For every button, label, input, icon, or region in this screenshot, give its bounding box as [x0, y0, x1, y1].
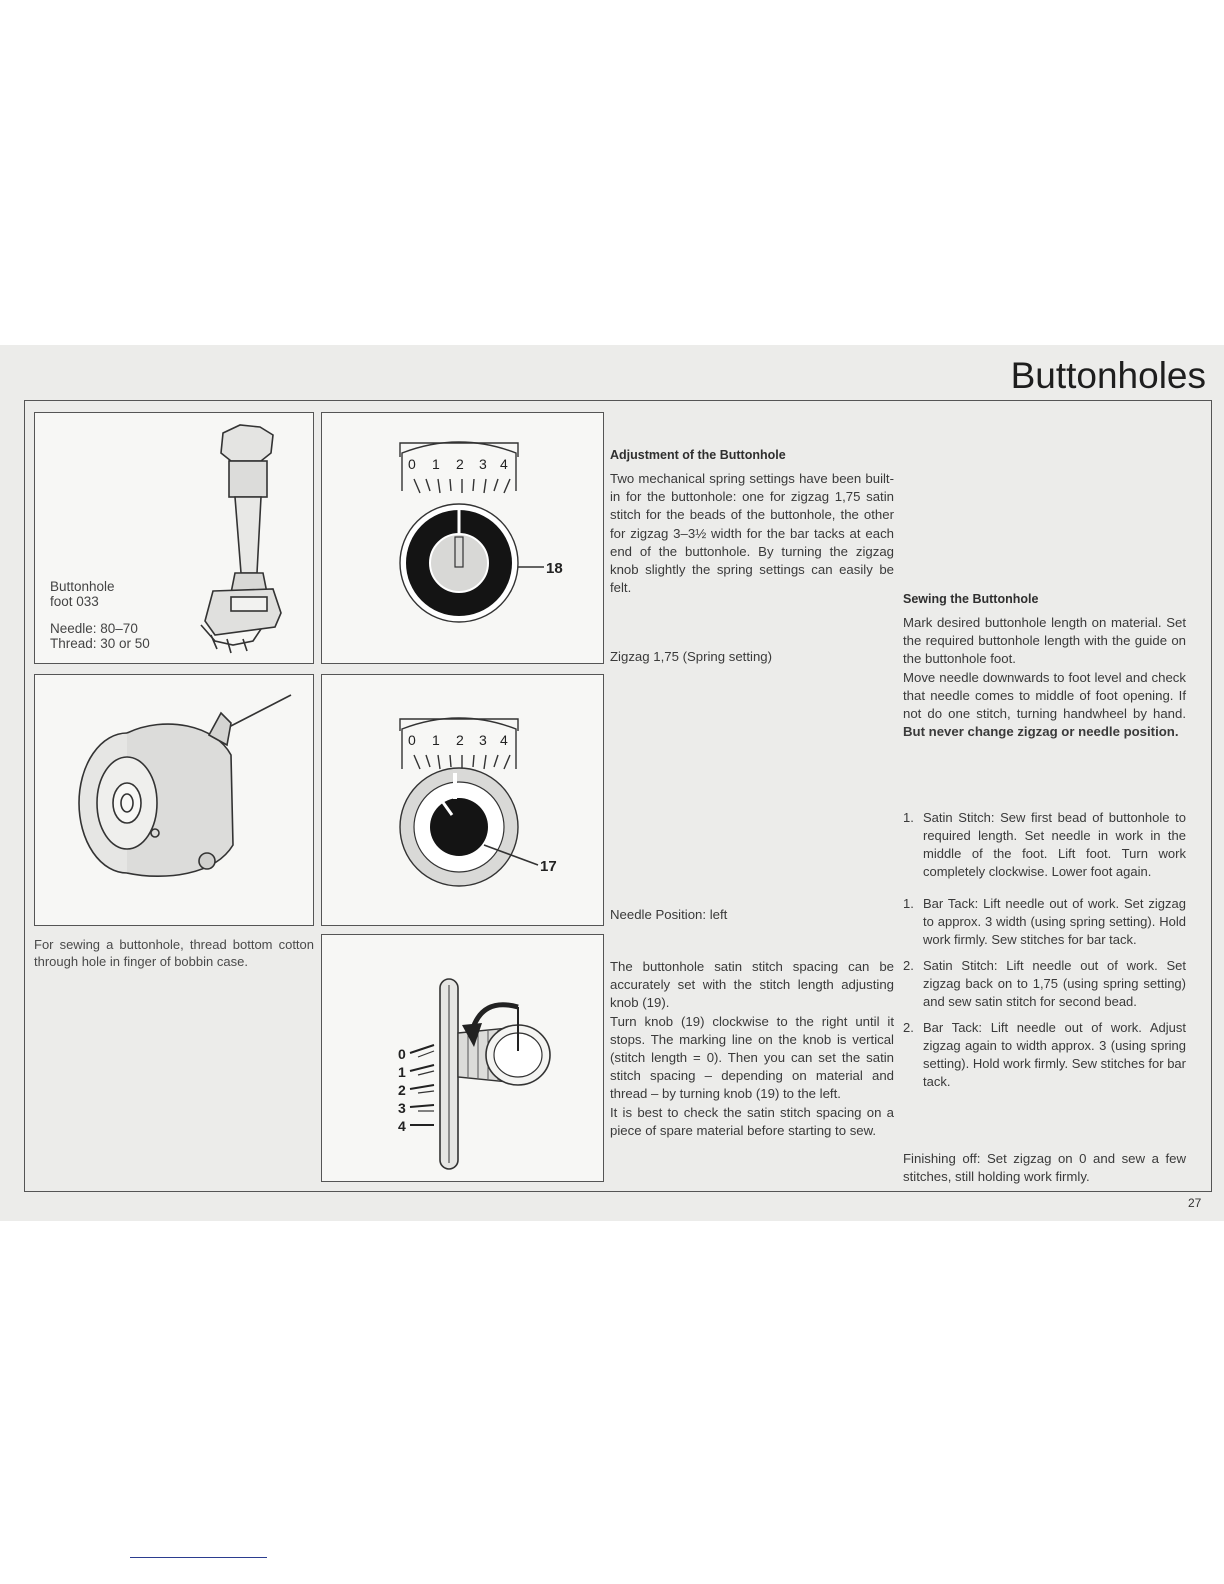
stitch-knob-panel	[321, 934, 604, 1182]
spacing-paragraph-3: It is best to check the satin stitch spacing on a piece of spare material before starting to sew.	[610, 1104, 894, 1138]
stitch-scale-1: 1	[398, 1064, 406, 1080]
adjustment-intro: Two mechanical spring settings have been built-in for the buttonhole: one for zigzag 1,75 satin stitch for the beads of the buttonhole, the other for zigzag 3–3½ width for the bar tacks at each end of the buttonhole. By turning the zigzag knob slightly the spring settings can easily be felt.	[610, 471, 894, 596]
dial-17-scale-1: 1	[432, 732, 440, 748]
bobbin-case-illustration	[35, 675, 313, 925]
dial-17-scale-2: 2	[456, 732, 464, 748]
sewing-section	[903, 592, 1186, 741]
dial-17-scale-3: 3	[479, 732, 487, 748]
spacing-paragraph-1: The buttonhole satin stitch spacing can be accurately set with the stitch length adjusting knob (19).	[610, 959, 894, 1011]
step-text: Satin Stitch: Sew first bead of buttonhole to required length. Set needle in work in the middle of the foot. Lift foot. Turn work completely clockwise. Lower foot again.	[923, 810, 1186, 879]
foot-panel	[34, 412, 314, 664]
step-number: 1.	[903, 896, 914, 911]
dial-17-scale-0: 0	[408, 732, 416, 748]
dial-18-callout: 18	[546, 560, 563, 577]
sewing-warning: But never change zigzag or needle position.	[903, 724, 1179, 740]
step-number: 2.	[903, 958, 914, 973]
spacing-section	[610, 958, 894, 1140]
sewing-move-text	[903, 669, 1186, 742]
stitch-length-knob-illustration	[322, 935, 603, 1181]
finishing-instruction: Finishing off: Set zigzag on 0 and sew a few stitches, still holding work firmly.	[903, 1151, 1186, 1185]
page-title: Buttonholes	[1010, 355, 1206, 396]
dial-17-panel	[321, 674, 604, 926]
adjustment-heading: Adjustment of the Buttonhole	[610, 448, 786, 462]
adjustment-section	[610, 448, 894, 597]
spacing-paragraph-2: Turn knob (19) clockwise to the right until it stops. The marking line on the knob is vertical (stitch length = 0). Then you can set the satin stitch spacing – depending on material and thread – by turning knob (19) to the left.	[610, 1013, 894, 1102]
foot-label-line2: foot 033	[50, 594, 99, 609]
needle-position-dial-illustration	[322, 675, 603, 925]
move-instruction: Move needle downwards to foot level and check that needle comes to middle of foot opening. If not do one stitch, turning handwheel by hand.	[903, 669, 1186, 722]
zigzag-dial-illustration	[322, 413, 603, 663]
step-item	[903, 957, 1186, 1011]
page-number: 27	[1188, 1196, 1202, 1210]
thread-spec: Thread: 30 or 50	[50, 636, 150, 651]
step-text: Bar Tack: Lift needle out of work. Adjust zigzag again to width approx. 3 (using spring setting). Hold work firmly. Sew stitches for bar tack.	[923, 1020, 1186, 1089]
step-text: Bar Tack: Lift needle out of work. Set zigzag to approx. 3 width (using spring setting). Hold work firmly. Sew stitches for bar tack.	[923, 896, 1186, 947]
step-item	[903, 895, 1186, 949]
step-number: 2.	[903, 1020, 914, 1035]
dial-18-scale-3: 3	[479, 456, 487, 472]
dial-18-scale-0: 0	[408, 456, 416, 472]
foot-label-line1: Buttonhole	[50, 579, 115, 594]
bobbin-panel	[34, 674, 314, 926]
sewing-intro: Mark desired buttonhole length on material. Set the required buttonhole length with the guide on the buttonhole foot.	[903, 615, 1186, 667]
step-text: Satin Stitch: Lift needle out of work. Set zigzag back on to 1,75 (using spring setting) and sew satin stitch for second bead.	[923, 958, 1186, 1009]
foot-specs	[50, 621, 150, 651]
footnote-rule	[130, 1557, 267, 1558]
dial-18-scale-1: 1	[432, 456, 440, 472]
sewing-steps	[903, 809, 1186, 1099]
dial-18-panel	[321, 412, 604, 664]
needle-position-label: Needle Position: left	[610, 907, 728, 922]
sewing-heading: Sewing the Buttonhole	[903, 592, 1039, 606]
stitch-scale-2: 2	[398, 1082, 406, 1098]
stitch-scale-3: 3	[398, 1100, 406, 1116]
dial-18-scale-2: 2	[456, 456, 464, 472]
foot-label	[50, 579, 115, 609]
step-number: 1.	[903, 810, 914, 825]
needle-spec: Needle: 80–70	[50, 621, 138, 636]
stitch-scale-4: 4	[398, 1118, 406, 1134]
dial-17-scale-4: 4	[500, 732, 508, 748]
zigzag-setting-label: Zigzag 1,75 (Spring setting)	[610, 649, 772, 664]
bobbin-caption: For sewing a buttonhole, thread bottom cotton through hole in finger of bobbin case.	[34, 937, 314, 969]
step-item	[903, 809, 1186, 881]
stitch-scale-0: 0	[398, 1046, 406, 1062]
step-item	[903, 1019, 1186, 1091]
dial-18-scale-4: 4	[500, 456, 508, 472]
dial-17-callout: 17	[540, 858, 557, 875]
